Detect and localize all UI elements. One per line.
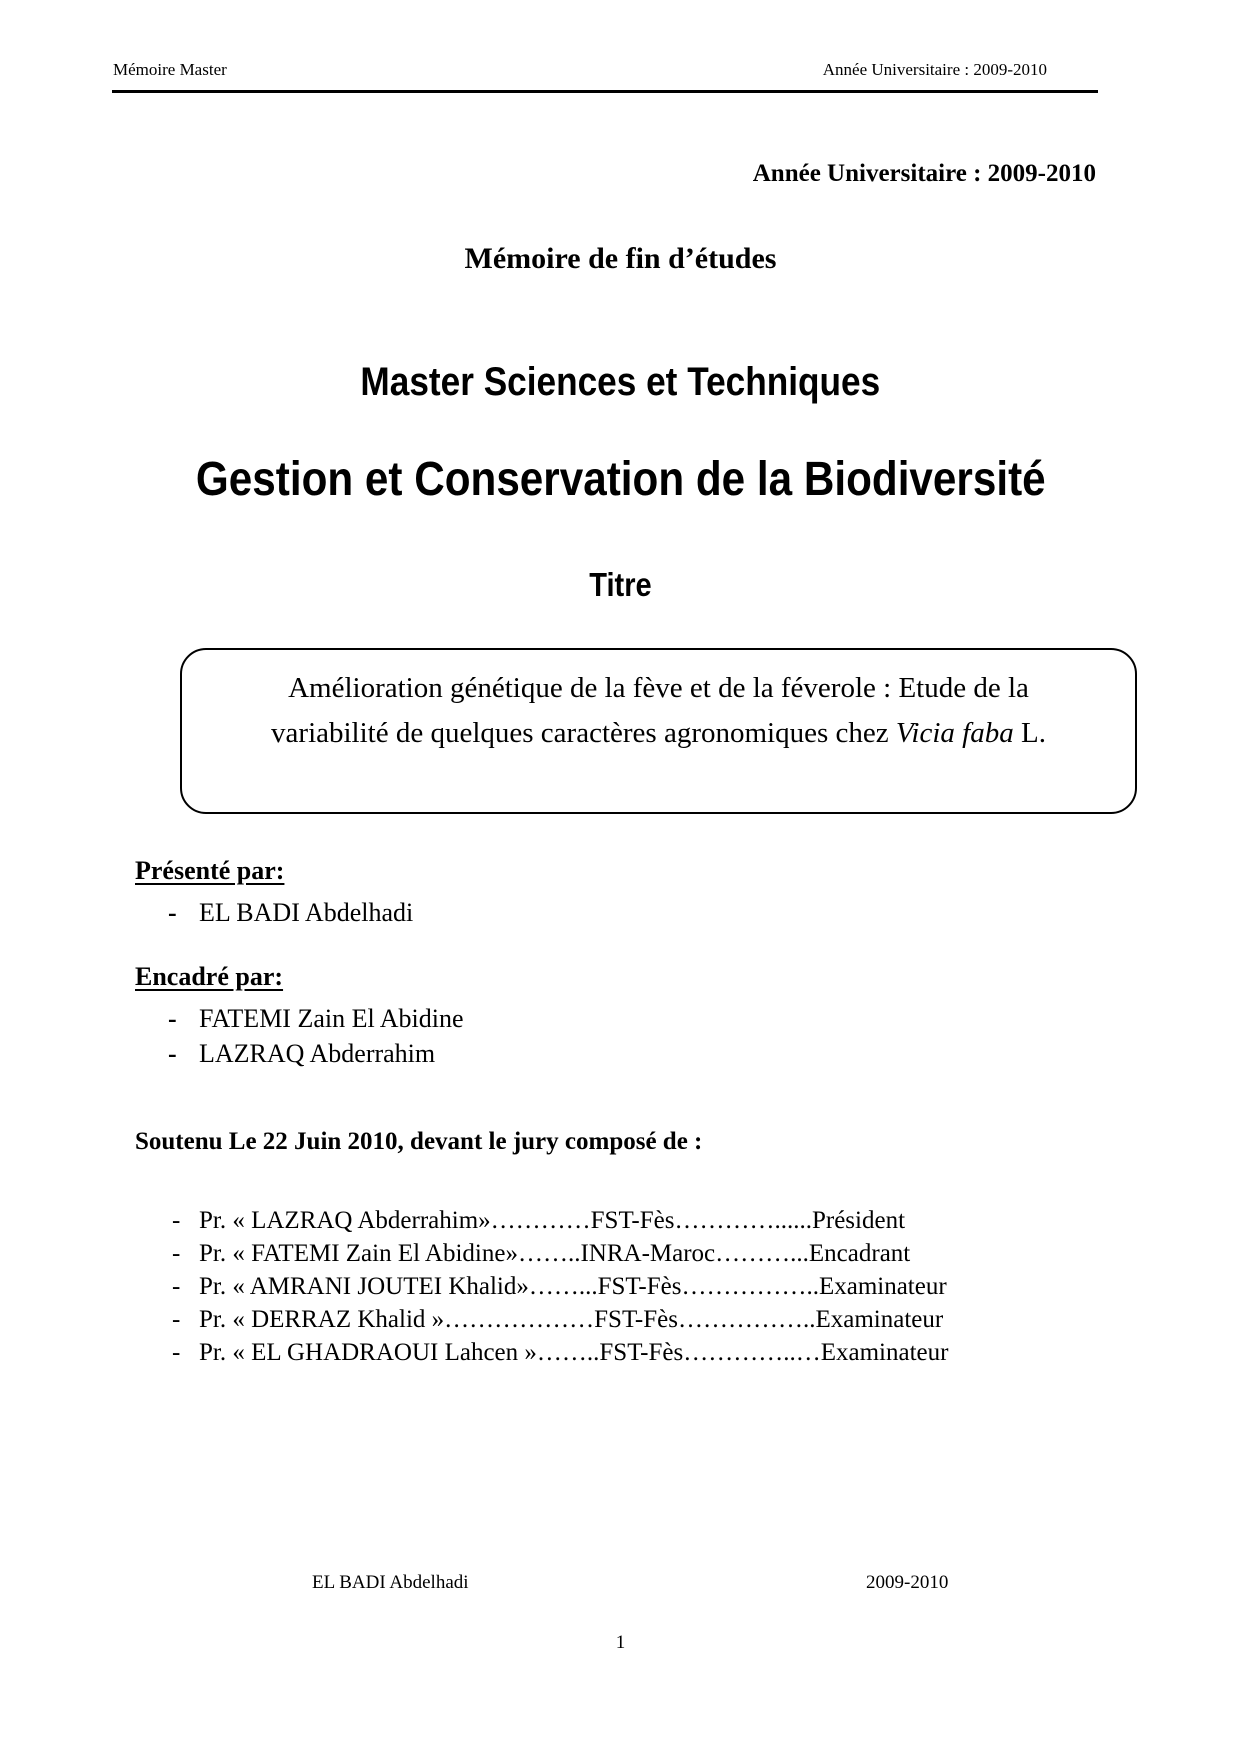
footer-author: EL BADI Abdelhadi [312, 1572, 469, 1593]
jury-list [172, 1204, 948, 1369]
title-label-text: Titre [589, 566, 652, 603]
dash-bullet: - [172, 1273, 181, 1300]
thesis-title-box [180, 648, 1137, 814]
title-label [0, 566, 1241, 605]
supervised-by-label: Encadré par: [135, 962, 284, 991]
jury-row [172, 1336, 948, 1369]
running-header-right: Année Universitaire : 2009-2010 [822, 60, 1047, 79]
jury-row [172, 1237, 948, 1270]
jury-row [172, 1204, 948, 1237]
supervised-by-section [135, 962, 464, 1071]
dash-bullet: - [172, 1339, 181, 1366]
dash-bullet: - [168, 898, 177, 927]
supervised-by-item [135, 1001, 464, 1036]
program-heading [0, 452, 1241, 507]
jury-member: Pr. « AMRANI JOUTEI Khalid»……...FST-Fès……………..Examinateur [199, 1273, 947, 1300]
running-header-left: Mémoire Master [113, 60, 227, 79]
program-heading-text: Gestion et Conservation de la Biodiversité [195, 453, 1046, 506]
jury-row [172, 1270, 948, 1303]
supervisor-name: LAZRAQ Abderrahim [199, 1039, 436, 1068]
thesis-title-species-italic: Vicia faba [895, 717, 1014, 749]
master-heading-text: Master Sciences et Techniques [360, 360, 881, 404]
defense-intro-line: Soutenu Le 22 Juin 2010, devant le jury composé de : [135, 1128, 703, 1155]
jury-member: Pr. « DERRAZ Khalid »………………FST-Fès……………..Examinateur [199, 1306, 944, 1333]
master-heading [0, 358, 1241, 405]
academic-year-line: Année Universitaire : 2009-2010 [752, 160, 1096, 187]
jury-member: Pr. « LAZRAQ Abderrahim»…………FST-Fès…………......Président [199, 1207, 906, 1234]
jury-row [172, 1303, 948, 1336]
doc-type-heading: Mémoire de fin d’études [464, 242, 777, 275]
page-number: 1 [615, 1632, 626, 1653]
footer-year: 2009-2010 [866, 1572, 949, 1593]
supervisor-name: FATEMI Zain El Abidine [199, 1004, 464, 1033]
dash-bullet: - [168, 1039, 177, 1068]
supervised-by-item [135, 1036, 464, 1071]
presented-by-item [135, 895, 413, 930]
dash-bullet: - [172, 1240, 181, 1267]
thesis-title-line2 [182, 711, 1135, 756]
thesis-title-line2-pre: variabilité de quelques caractères agronomiques chez [271, 717, 896, 749]
header-divider [112, 90, 1098, 93]
presented-by-section [135, 856, 413, 930]
dash-bullet: - [172, 1207, 181, 1234]
thesis-title-line2-post: L. [1013, 717, 1046, 749]
dash-bullet: - [172, 1306, 181, 1333]
jury-member: Pr. « EL GHADRAOUI Lahcen »……..FST-Fès…………..…Examinateur [199, 1339, 949, 1366]
dash-bullet: - [168, 1004, 177, 1033]
jury-member: Pr. « FATEMI Zain El Abidine»……..INRA-Maroc………...Encadrant [199, 1240, 911, 1267]
presented-by-name: EL BADI Abdelhadi [199, 898, 414, 927]
presented-by-label: Présenté par: [135, 856, 285, 885]
thesis-title-line1: Amélioration génétique de la fève et de la féverole : Etude de la [288, 672, 1029, 704]
